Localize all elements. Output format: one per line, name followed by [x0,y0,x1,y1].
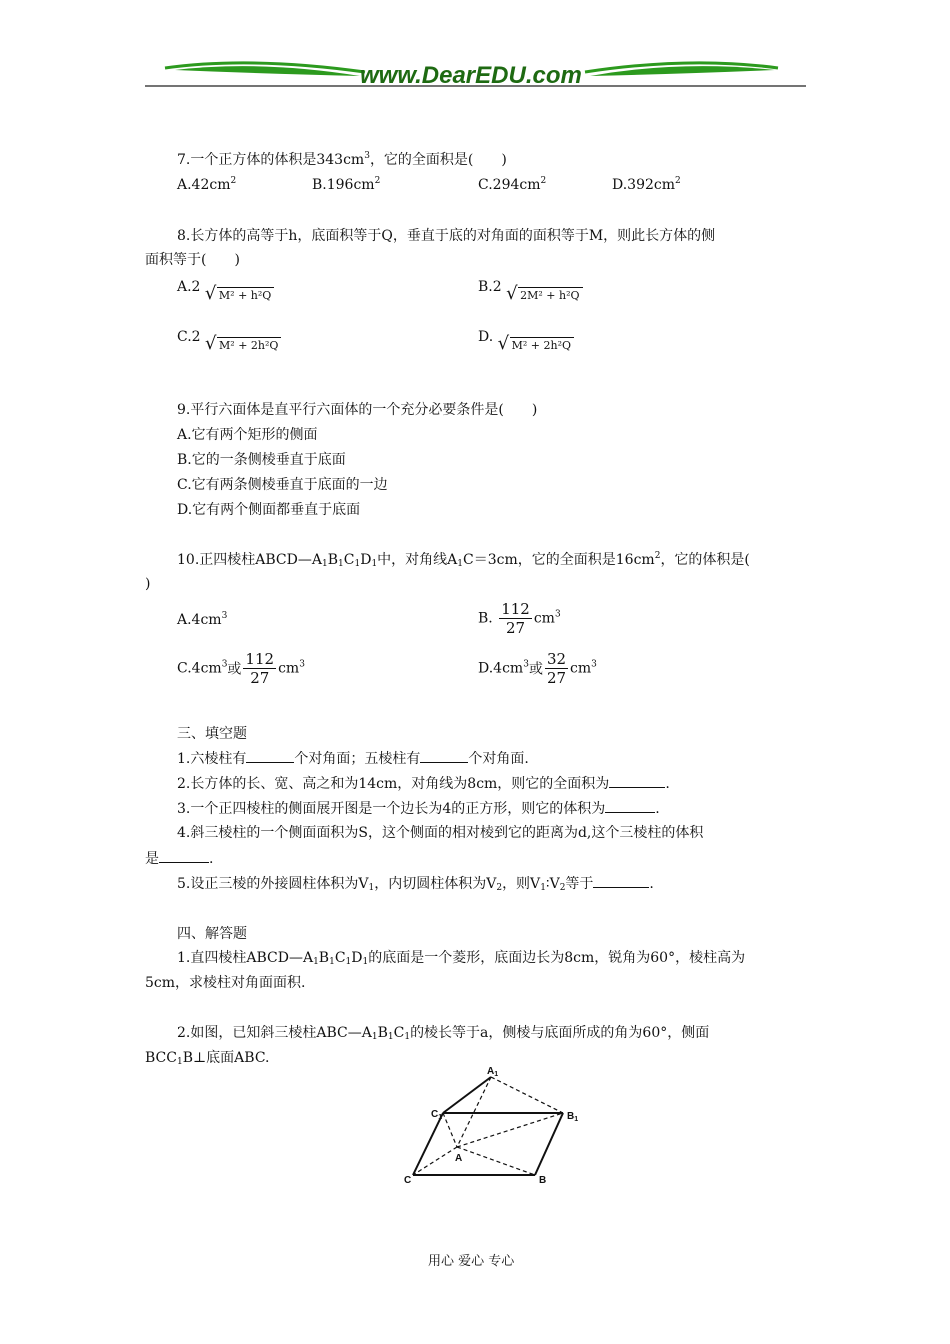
q10-option-b: B. $\frac{112}{27}$ $cm^3$ [478,600,561,637]
q8-option-a: A.2 √ M² + h²Q [177,277,274,306]
q9-option-c: C.它有两条侧棱垂直于底面的一边 [177,477,388,493]
q10-stem: 10.正四棱柱$ABCD—A_1B_1C_1D_1$中，对角线$A_1C=3cm$，它的全面积是$16cm^2$，它的体积是( [177,551,750,569]
q7-option-b: $B.196cm^2$ [312,176,381,193]
solve-q2-line2: $BCC_1B\perp$底面ABC. [145,1050,270,1067]
q8-option-c: C.2 √ M² + 2h²Q [177,327,281,356]
q9-option-b: B.它的一条侧棱垂直于底面 [177,452,346,468]
page-header [0,0,950,104]
label-b: B [539,1175,547,1186]
section3-title: 三、填空题 [177,726,247,742]
q8-option-d: D. √ M² + 2h²Q [478,327,574,356]
solve-q1-line2: 5cm，求棱柱对角面面积. [145,975,306,991]
q8-option-b: B.2 √ 2M² + h²Q [478,277,583,306]
prism-figure [395,1065,595,1195]
label-c1: $C_1$ [431,1109,443,1121]
site-logo[interactable]: www.DearEDU.com [360,62,582,89]
q9-option-d: D.它有两个侧面都垂直于底面 [177,502,361,518]
q8-stem-line1: 8.长方体的高等于h，底面积等于Q，垂直于底的对角面的面积等于M，则此长方体的侧 [177,228,716,244]
page-footer: 用心 爱心 专心 [428,1254,515,1269]
fill-q3: 3.一个正四棱柱的侧面展开图是一个边长为4的正方形，则它的体积为 . [177,798,660,819]
q10-option-c: $C.4cm^3$或 $\frac{112}{27}$ $cm^3$ [177,650,305,687]
q7-option-c: $C.294cm^2$ [478,176,547,193]
q7-option-d: $D.392cm^2$ [612,176,681,193]
q7-option-a: $A.42cm^2$ [177,176,237,193]
q10-option-d: $D.4cm^3$或 $\frac{32}{27}$ $cm^3$ [478,650,597,687]
q10-stem-line2: ) [145,576,151,592]
q9-stem: 9.平行六面体是直平行六面体的一个充分必要条件是( ) [177,402,538,418]
solve-q2: 2.如图，已知斜三棱柱$ABC—A_1B_1C_1$的棱长等于a，侧棱与底面所成的角为60°，侧面 [177,1025,710,1042]
q10-option-a: $A.4cm^3$ [177,611,228,628]
fill-q2: 2.长方体的长、宽、高之和为14cm，对角线为8cm，则它的全面积为 . [177,773,670,794]
fill-q4-line2: 是 . [145,848,213,869]
q7-stem: 7.一个正方体的体积是$343cm^3$，它的全面积是( ) [177,151,507,168]
solve-q1: 1.直四棱柱$ABCD—A_1B_1C_1D_1$的底面是一个菱形，底面边长为8cm，锐角为60°，棱柱高为 [177,950,746,967]
fill-q4: 4.斜三棱柱的一个侧面面积为S，这个侧面的相对棱到它的距离为d,这个三棱柱的体积 [177,825,704,841]
label-a1: $A_1$ [487,1066,499,1078]
q8-stem-line2: 面积等于( ) [145,252,240,268]
q9-option-a: A.它有两个矩形的侧面 [177,427,318,443]
fill-q5: 5.设正三棱的外接圆柱体积为$V_1$，内切圆柱体积为$V_2$，则$V_1∶V_2$等于 . [177,873,654,894]
label-b1: $B_1$ [567,1111,579,1123]
fill-q1: 1.六棱柱有 个对角面；五棱柱有 个对角面. [177,748,529,769]
label-c: C [404,1175,412,1186]
label-a: A [455,1153,463,1164]
section4-title: 四、解答题 [177,926,247,942]
